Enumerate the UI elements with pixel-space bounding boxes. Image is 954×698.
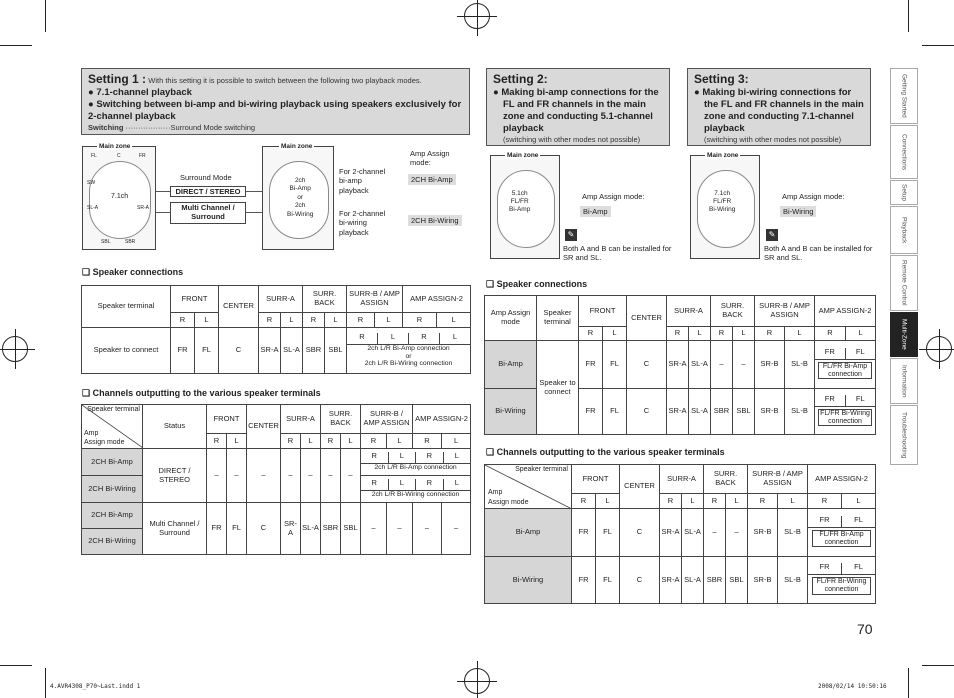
cell: FR <box>171 328 195 374</box>
cell-l: L <box>454 478 459 488</box>
cell: SR-B <box>755 341 785 389</box>
cell-fl: FL <box>855 393 865 403</box>
hdr-r: R <box>403 313 437 328</box>
hdr-r: R <box>281 434 301 449</box>
center-text <box>509 190 530 214</box>
cell: FL <box>603 389 627 435</box>
setting1-intro: With this setting it is possible to switch between the following two playback modes. <box>148 76 422 85</box>
hdr-l: L <box>733 327 755 341</box>
cell-fr: FR <box>815 395 846 406</box>
hdr-speaker-terminal: Speaker terminal <box>515 466 568 473</box>
hdr-surr-b-amp: SURR-B / AMP ASSIGN <box>755 296 815 327</box>
table-channels-2 <box>484 464 876 604</box>
hdr-r: R <box>259 313 281 328</box>
crop-mark <box>922 665 954 666</box>
row-2ch-biwiring: 2CH Bi-Wiring <box>82 529 143 555</box>
cell-r: R <box>361 452 389 463</box>
tab-label: Setup <box>900 184 908 201</box>
note-icon: ✎ <box>565 229 577 241</box>
row-biamp: Bi-Amp <box>485 341 537 389</box>
cell: – <box>361 503 387 555</box>
hdr-l: L <box>437 313 471 328</box>
cell: SBL <box>341 503 361 555</box>
cell: FR <box>579 389 603 435</box>
hdr-amp-assign2: AMP ASSIGN-2 <box>403 286 471 313</box>
hdr-r: R <box>748 494 778 509</box>
cell: SR-A <box>660 509 682 557</box>
opt-biwiring: Bi-Wiring <box>780 206 816 217</box>
cell: SBR <box>321 503 341 555</box>
spk-sbr: SBR <box>125 239 136 245</box>
cell: – <box>341 449 361 503</box>
flfr-biwiring: FL/FR Bi-Wiring connection <box>818 409 872 426</box>
flfr-biwiring-cell <box>808 557 876 604</box>
tab-troubleshooting[interactable] <box>890 405 918 465</box>
connector <box>156 191 170 192</box>
spk-fl: FL <box>91 153 97 159</box>
registration-mark <box>2 336 28 362</box>
hdr-l: L <box>726 494 748 509</box>
setting3-body: Making bi-wiring connections for the FL and FR channels in the main zone and conducting 7.1-channel playback <box>702 87 864 134</box>
cell: – <box>413 503 442 555</box>
hdr-l: L <box>227 434 247 449</box>
switching-label: Switching <box>88 122 124 132</box>
diagram-5-1ch <box>490 152 560 259</box>
setting2-title: Setting 2: <box>493 72 548 86</box>
hdr-r: R <box>711 327 733 341</box>
flfr-biamp: FL/FR Bi-Amp connection <box>818 362 872 379</box>
biwiring-playback-label: For 2-channel bi-wiring playback <box>339 209 386 237</box>
crop-mark <box>45 0 46 32</box>
setting3-header: Setting 3: ● Making bi-wiring connections for the FL and FR channels in the main zone and conducting 7.1-channel playback (switching with other modes not possible) <box>687 68 871 146</box>
cell: SR-A <box>660 557 682 604</box>
cell-fr: FR <box>815 348 846 359</box>
hdr-l: L <box>195 313 219 328</box>
hdr-diag-cell <box>82 405 143 449</box>
amp-assign-mode-label: Amp Assign mode: <box>410 149 450 168</box>
hdr-status: Status <box>143 405 207 449</box>
cell: SBR <box>704 557 726 604</box>
crop-mark <box>45 668 46 698</box>
or: or <box>405 352 412 360</box>
hdr-r: R <box>704 494 726 509</box>
direct-stereo-box: DIRECT / STEREO <box>170 186 246 197</box>
cell: – <box>387 503 413 555</box>
cell: SBL <box>325 328 347 374</box>
line-biwiring: Bi-Wiring <box>287 210 314 218</box>
cell: – <box>247 449 281 503</box>
section-title: Channels outputting to the various speaker terminals <box>496 447 725 457</box>
hdr-amp-assign2: AMP ASSIGN-2 <box>815 296 876 327</box>
biamp-conn-cell <box>361 449 471 476</box>
biwiring-conn: 2ch L/R Bi-Wiring connection <box>364 360 453 368</box>
spk-c: C <box>117 153 121 159</box>
line-mode: Bi-Wiring <box>709 206 736 214</box>
note-text: Both A and B can be installed for SR and SL. <box>764 244 873 263</box>
cell-fr: FR <box>808 563 842 574</box>
cell: SR-B <box>755 389 785 435</box>
cell: FL <box>596 557 620 604</box>
section-title: Channels outputting to the various speaker terminals <box>92 388 321 398</box>
center-text <box>709 190 735 214</box>
tab-remote-control[interactable] <box>890 255 918 311</box>
cell: C <box>620 509 660 557</box>
hdr-amp: Amp <box>488 488 503 496</box>
cell: C <box>219 328 259 374</box>
hdr-assign-mode: Assign mode <box>84 438 125 446</box>
hdr-surr-back: SURR. BACK <box>704 465 748 494</box>
page-number: 70 <box>857 621 873 637</box>
hdr-l: L <box>603 327 627 341</box>
diagram-2ch <box>262 143 334 250</box>
diagram-7-1ch <box>82 143 156 250</box>
cell: SL-B <box>785 389 815 435</box>
setting2-note: (switching with other modes not possible) <box>503 134 641 144</box>
flfr-biamp: FL/FR Bi-Amp connection <box>812 530 871 547</box>
cell: – <box>442 503 471 555</box>
line-flfr: FL/FR <box>713 198 732 206</box>
status-direct-stereo: DIRECT / STEREO <box>143 449 207 503</box>
cell: – <box>726 509 748 557</box>
hdr-r: R <box>815 327 846 341</box>
hdr-center: CENTER <box>620 465 660 509</box>
hdr-surr-back: SURR. BACK <box>321 405 361 434</box>
setting3-note: (switching with other modes not possible) <box>704 134 842 144</box>
cell: – <box>711 341 733 389</box>
hdr-l: L <box>846 327 876 341</box>
hdr-l: L <box>442 434 471 449</box>
hdr-front: FRONT <box>171 286 219 313</box>
cell-r: R <box>361 479 389 490</box>
row-2ch-biamp: 2CH Bi-Amp <box>82 449 143 476</box>
spk-fr: FR <box>139 153 146 159</box>
line-or: or <box>297 193 304 201</box>
main-zone-label: Main zone <box>281 143 313 150</box>
hdr-center: CENTER <box>247 405 281 449</box>
flfr-biwiring: FL/FR Bi-Wiring connection <box>812 577 871 594</box>
flfr-biamp-cell <box>815 341 876 389</box>
spk-sra: SR-A <box>137 205 149 211</box>
cell-l: L <box>389 479 417 490</box>
setting2-header: Setting 2: ● Making bi-amp connections for the FL and FR channels in the main zone and conducting 5.1-channel playback (switching with other modes not possible) <box>486 68 670 146</box>
speaker-to-connect: Speaker to connect <box>537 341 579 435</box>
section-channels-right: ❑ Channels outputting to the various speaker terminals <box>486 447 725 457</box>
crop-mark <box>0 45 32 46</box>
opt-2ch-biamp: 2CH Bi-Amp <box>408 174 456 185</box>
setting1-title: Setting 1 : <box>88 72 147 86</box>
cell: C <box>247 503 281 555</box>
cell: – <box>301 449 321 503</box>
cell: SR-A <box>281 503 301 555</box>
hdr-l: L <box>375 313 403 328</box>
cell: FL <box>195 328 219 374</box>
center-text: 7.1ch <box>111 193 129 200</box>
conn-cell <box>347 328 471 374</box>
biamp-playback-label: For 2-channel bi-amp playback <box>339 167 386 195</box>
line-biamp: Bi-Amp <box>289 185 311 193</box>
line-ch: 7.1ch <box>714 190 731 197</box>
cell: FL <box>603 341 627 389</box>
cell: SBL <box>733 389 755 435</box>
line-ch: 5.1ch <box>511 190 528 197</box>
hdr-diag-cell <box>485 465 572 509</box>
cell: C <box>620 557 660 604</box>
tab-label: Information <box>900 364 908 398</box>
cell: SR-B <box>748 509 778 557</box>
registration-mark <box>926 336 952 362</box>
cell: SL-A <box>301 503 321 555</box>
cell-fr: FR <box>808 516 842 527</box>
table-channels-1-body <box>81 448 471 555</box>
cell: SBL <box>726 557 748 604</box>
cell-l: L <box>454 451 459 461</box>
flfr-biwiring-cell <box>815 389 876 435</box>
cell: – <box>227 449 247 503</box>
cell: FR <box>579 341 603 389</box>
hdr-r: R <box>755 327 785 341</box>
tab-connections[interactable] <box>890 125 918 179</box>
connector <box>246 191 262 192</box>
cell: SL-B <box>778 557 808 604</box>
setting2-body: Making bi-amp connections for the FL and FR channels in the main zone and conducting 5.1-channel playback <box>501 87 659 134</box>
row-2ch-biwiring: 2CH Bi-Wiring <box>82 476 143 503</box>
biamp-conn: 2ch L/R Bi-Amp connection <box>374 464 457 472</box>
spk-sw: SW <box>87 180 96 186</box>
cell-r: R <box>416 479 444 490</box>
connector <box>156 212 170 213</box>
multi-surround-box: Multi Channel / Surround <box>170 202 246 224</box>
cell: SL-A <box>682 509 704 557</box>
hdr-l: L <box>301 434 321 449</box>
hdr-amp-assign-mode: Amp Assign mode <box>485 296 537 341</box>
section-speaker-connections-left: ❑ Speaker connections <box>82 267 184 277</box>
registration-mark <box>464 3 490 29</box>
hdr-center: CENTER <box>219 286 259 328</box>
spk-sla: SL-A <box>87 205 99 211</box>
cell: SL-A <box>281 328 303 374</box>
tab-information[interactable] <box>890 358 918 404</box>
tab-setup[interactable] <box>890 180 918 205</box>
crop-mark <box>922 45 954 46</box>
registration-mark <box>464 668 490 694</box>
hdr-surr-back: SURR. BACK <box>303 286 347 313</box>
cell: SL-B <box>785 341 815 389</box>
biwiring-conn: 2ch L/R Bi-Wiring connection <box>371 491 460 499</box>
hdr-l: L <box>778 494 808 509</box>
cell-l: L <box>389 452 417 463</box>
cell-r: R <box>416 452 444 463</box>
hdr-r: R <box>321 434 341 449</box>
switching-value: Surround Mode switching <box>170 122 256 132</box>
cell-r: R <box>409 333 440 344</box>
line-flfr: FL/FR <box>510 198 529 206</box>
tab-label: Connections <box>900 133 908 171</box>
section-title: Speaker connections <box>496 279 588 289</box>
footer-timestamp: 2008/02/14 10:50:16 <box>818 683 887 690</box>
line-mode: Bi-Amp <box>509 206 531 214</box>
amp-assign-mode-label: Amp Assign mode: <box>582 192 645 201</box>
cell-fl: FL <box>854 562 863 572</box>
section-title: Speaker connections <box>92 267 184 277</box>
biwiring-conn-cell <box>361 476 471 503</box>
hdr-r: R <box>579 327 603 341</box>
hdr-r: R <box>361 434 387 449</box>
hdr-speaker-terminal: Speaker terminal <box>537 296 579 341</box>
hdr-speaker-terminal: Speaker terminal <box>87 406 140 413</box>
hdr-r: R <box>667 327 689 341</box>
cell: – <box>704 509 726 557</box>
tab-label: Getting Started <box>900 74 908 118</box>
cell-r: R <box>347 333 378 344</box>
cell: FL <box>596 509 620 557</box>
hdr-front: FRONT <box>572 465 620 494</box>
footer-file: 4.AVR4308_P70~Last.indd 1 <box>50 683 141 690</box>
opt-2ch-biwiring: 2CH Bi-Wiring <box>408 215 462 226</box>
tab-label: Troubleshooting <box>900 411 908 459</box>
cell: SL-A <box>682 557 704 604</box>
hdr-surr-back: SURR. BACK <box>711 296 755 327</box>
cell: SR-A <box>259 328 281 374</box>
hdr-l: L <box>341 434 361 449</box>
cell: – <box>281 449 301 503</box>
hdr-speaker-terminal: Speaker terminal <box>82 286 171 328</box>
main-zone-label: Main zone <box>707 152 739 159</box>
row-2ch-biamp: 2CH Bi-Amp <box>82 503 143 529</box>
hdr-front: FRONT <box>207 405 247 434</box>
tab-multi-zone[interactable] <box>890 312 918 357</box>
cell-fl: FL <box>855 346 865 356</box>
setting1-bullet1: 7.1-channel playback <box>96 87 192 98</box>
table-speaker-connections-2 <box>484 295 876 435</box>
cell-l: L <box>378 333 409 344</box>
hdr-l: L <box>325 313 347 328</box>
section-speaker-connections-right: ❑ Speaker connections <box>486 279 588 289</box>
hdr-l: L <box>689 327 711 341</box>
tab-label: Playback <box>900 216 908 244</box>
surround-mode-label: Surround Mode <box>180 173 232 182</box>
hdr-r: R <box>171 313 195 328</box>
hdr-r: R <box>808 494 842 509</box>
main-zone-label: Main zone <box>507 152 539 159</box>
cell: SBR <box>303 328 325 374</box>
hdr-l: L <box>281 313 303 328</box>
cell: SR-B <box>748 557 778 604</box>
cell: FR <box>572 509 596 557</box>
right-center-text <box>287 177 313 219</box>
note-icon: ✎ <box>766 229 778 241</box>
amp-assign-mode-label: Amp Assign mode: <box>782 192 845 201</box>
section-channels-left: ❑ Channels outputting to the various speaker terminals <box>82 388 321 398</box>
connector <box>246 212 262 213</box>
hdr-assign-mode: Assign mode <box>488 498 529 506</box>
hdr-surr-a: SURR-A <box>259 286 303 313</box>
hdr-l: L <box>785 327 815 341</box>
cell: C <box>627 341 667 389</box>
hdr-front: FRONT <box>579 296 627 327</box>
hdr-r: R <box>660 494 682 509</box>
hdr-l: L <box>387 434 413 449</box>
cell-fl: FL <box>854 514 863 524</box>
cell: SR-A <box>667 389 689 435</box>
cell: – <box>207 449 227 503</box>
hdr-surr-b-amp: SURR-B / AMP ASSIGN <box>748 465 808 494</box>
hdr-l: L <box>596 494 620 509</box>
tab-playback[interactable] <box>890 206 918 254</box>
spk-sbl: SBL <box>101 239 111 245</box>
row-biamp: Bi-Amp <box>485 509 572 557</box>
main-zone-label: Main zone <box>99 143 131 150</box>
crop-mark <box>908 0 909 32</box>
cell-l: L <box>452 331 458 341</box>
hdr-r: R <box>207 434 227 449</box>
hdr-r: R <box>572 494 596 509</box>
hdr-l: L <box>842 494 876 509</box>
tab-label: Remote Control <box>900 260 908 306</box>
opt-biamp: Bi-Amp <box>580 206 611 217</box>
row-biwiring: Bi-Wiring <box>485 557 572 604</box>
hdr-surr-b-amp: SURR-B / AMP ASSIGN <box>361 405 413 434</box>
hdr-surr-a: SURR-A <box>667 296 711 327</box>
cell: – <box>733 341 755 389</box>
hdr-amp: Amp <box>84 429 99 437</box>
setting1-header: Setting 1 : With this setting it is possible to switch between the following two playback modes. ● 7.1-channel playback ● Switching between bi-amp and bi-wiring playback using speakers exclusively for 2-channel playback Switching ··················Surround Mode switching <box>81 68 470 135</box>
line-2ch: 2ch <box>294 202 306 210</box>
note-text: Both A and B can be installed for SR and SL. <box>563 244 672 263</box>
crop-mark <box>0 665 32 666</box>
hdr-l: L <box>682 494 704 509</box>
cell: SR-A <box>667 341 689 389</box>
tab-getting-started[interactable] <box>890 68 918 124</box>
hdr-r: R <box>303 313 325 328</box>
cell: C <box>627 389 667 435</box>
row-speaker-to-connect: Speaker to connect <box>82 328 171 374</box>
tab-label: Multi-Zone <box>900 319 908 350</box>
biamp-conn: 2ch L/R Bi-Amp connection <box>367 344 450 352</box>
hdr-r: R <box>347 313 375 328</box>
hdr-surr-a: SURR-A <box>660 465 704 494</box>
flfr-biamp-cell <box>808 509 876 557</box>
diagram-7-1ch-biwiring <box>690 152 760 259</box>
cell: SBR <box>711 389 733 435</box>
hdr-surr-b-amp: SURR-B / AMP ASSIGN <box>347 286 403 313</box>
cell: FL <box>227 503 247 555</box>
hdr-amp-assign2: AMP ASSIGN-2 <box>808 465 876 494</box>
status-multi-surround: Multi Channel / Surround <box>143 503 207 555</box>
cell: FR <box>207 503 227 555</box>
setting3-title: Setting 3: <box>694 72 749 86</box>
row-biwiring: Bi-Wiring <box>485 389 537 435</box>
cell: SL-A <box>689 341 711 389</box>
hdr-amp-assign2: AMP ASSIGN-2 <box>413 405 471 434</box>
table-channels-1 <box>81 404 471 449</box>
hdr-r: R <box>413 434 442 449</box>
crop-mark <box>908 668 909 698</box>
cell: SL-A <box>689 389 711 435</box>
hdr-center: CENTER <box>627 296 667 341</box>
setting1-bullet2: Switching between bi-amp and bi-wiring playback using speakers exclusively for 2-channel playback <box>88 98 462 122</box>
cell: SL-B <box>778 509 808 557</box>
line-2ch: 2ch <box>294 177 306 184</box>
hdr-surr-a: SURR-A <box>281 405 321 434</box>
cell: – <box>321 449 341 503</box>
table-speaker-connections-1 <box>81 285 471 374</box>
cell: FR <box>572 557 596 604</box>
